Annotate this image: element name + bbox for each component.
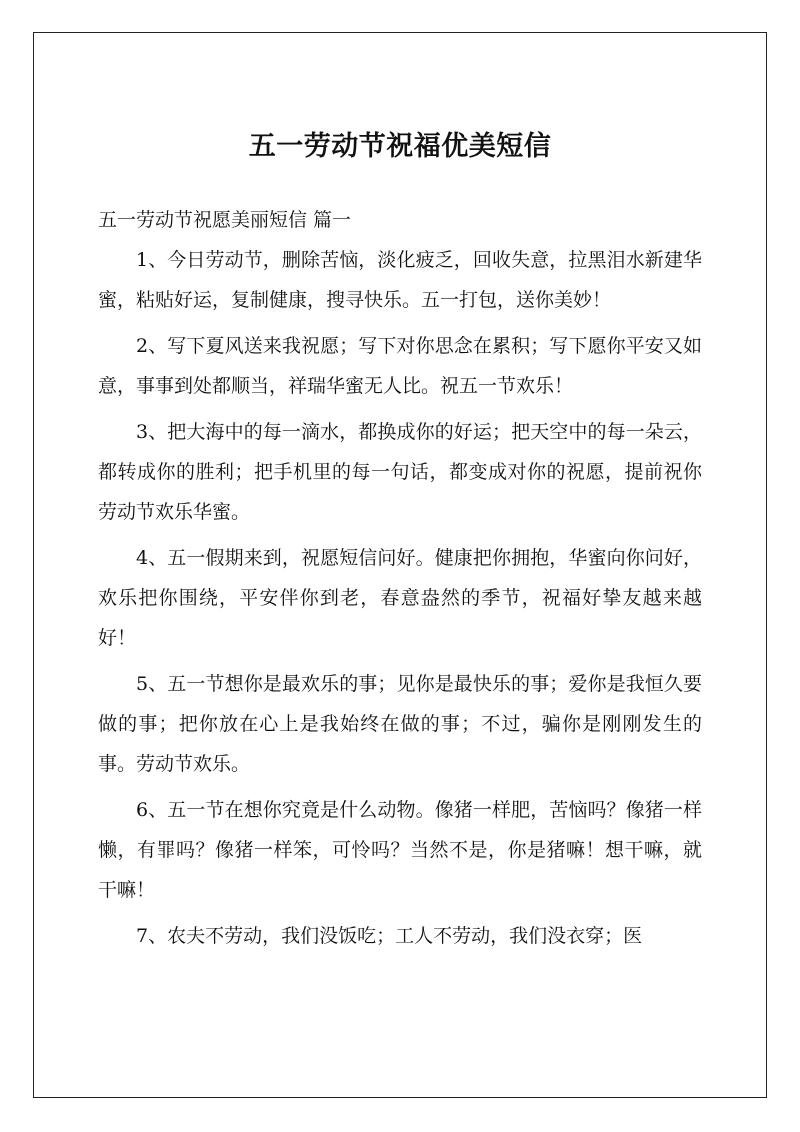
paragraph-2: 2、写下夏风送来我祝愿；写下对你思念在累积；写下愿你平安又如意，事事到处都顺当，祥瑞华蜜无人比。祝五一节欢乐！ (98, 335, 702, 397)
paragraph-1: 1、今日劳动节，删除苦恼，淡化疲乏，回收失意，拉黑泪水新建华蜜，粘贴好运，复制健康，搜寻快乐。五一打包，送你美妙！ (98, 249, 702, 311)
paragraph-3: 3、把大海中的每一滴水，都换成你的好运；把天空中的每一朵云，都转成你的胜利；把手机里的每一句话，都变成对你的祝愿，提前祝你劳动节欢乐华蜜。 (98, 421, 702, 523)
document-title: 五一劳动节祝福优美短信 (248, 131, 552, 162)
paragraph-4: 4、五一假期来到，祝愿短信问好。健康把你拥抱，华蜜向你问好，欢乐把你围绕，平安伴你到老，春意盎然的季节，祝福好挚友越来越好！ (98, 547, 702, 649)
document-body (98, 118, 702, 962)
paragraph-5: 5、五一节想你是最欢乐的事；见你是最快乐的事；爱你是我恒久要做的事；把你放在心上是我始终在做的事；不过，骗你是刚刚发生的事。劳动节欢乐。 (98, 673, 702, 775)
paragraph-7: 7、农夫不劳动，我们没饭吃；工人不劳动，我们没衣穿；医 (136, 925, 643, 947)
section-heading: 五一劳动节祝愿美丽短信 篇一 (98, 209, 352, 231)
paragraph-6: 6、五一节在想你究竟是什么动物。像猪一样肥，苦恼吗？像猪一样懒，有罪吗？像猪一样笨，可怜吗？当然不是，你是猪嘛！想干嘛，就干嘛！ (98, 799, 702, 901)
